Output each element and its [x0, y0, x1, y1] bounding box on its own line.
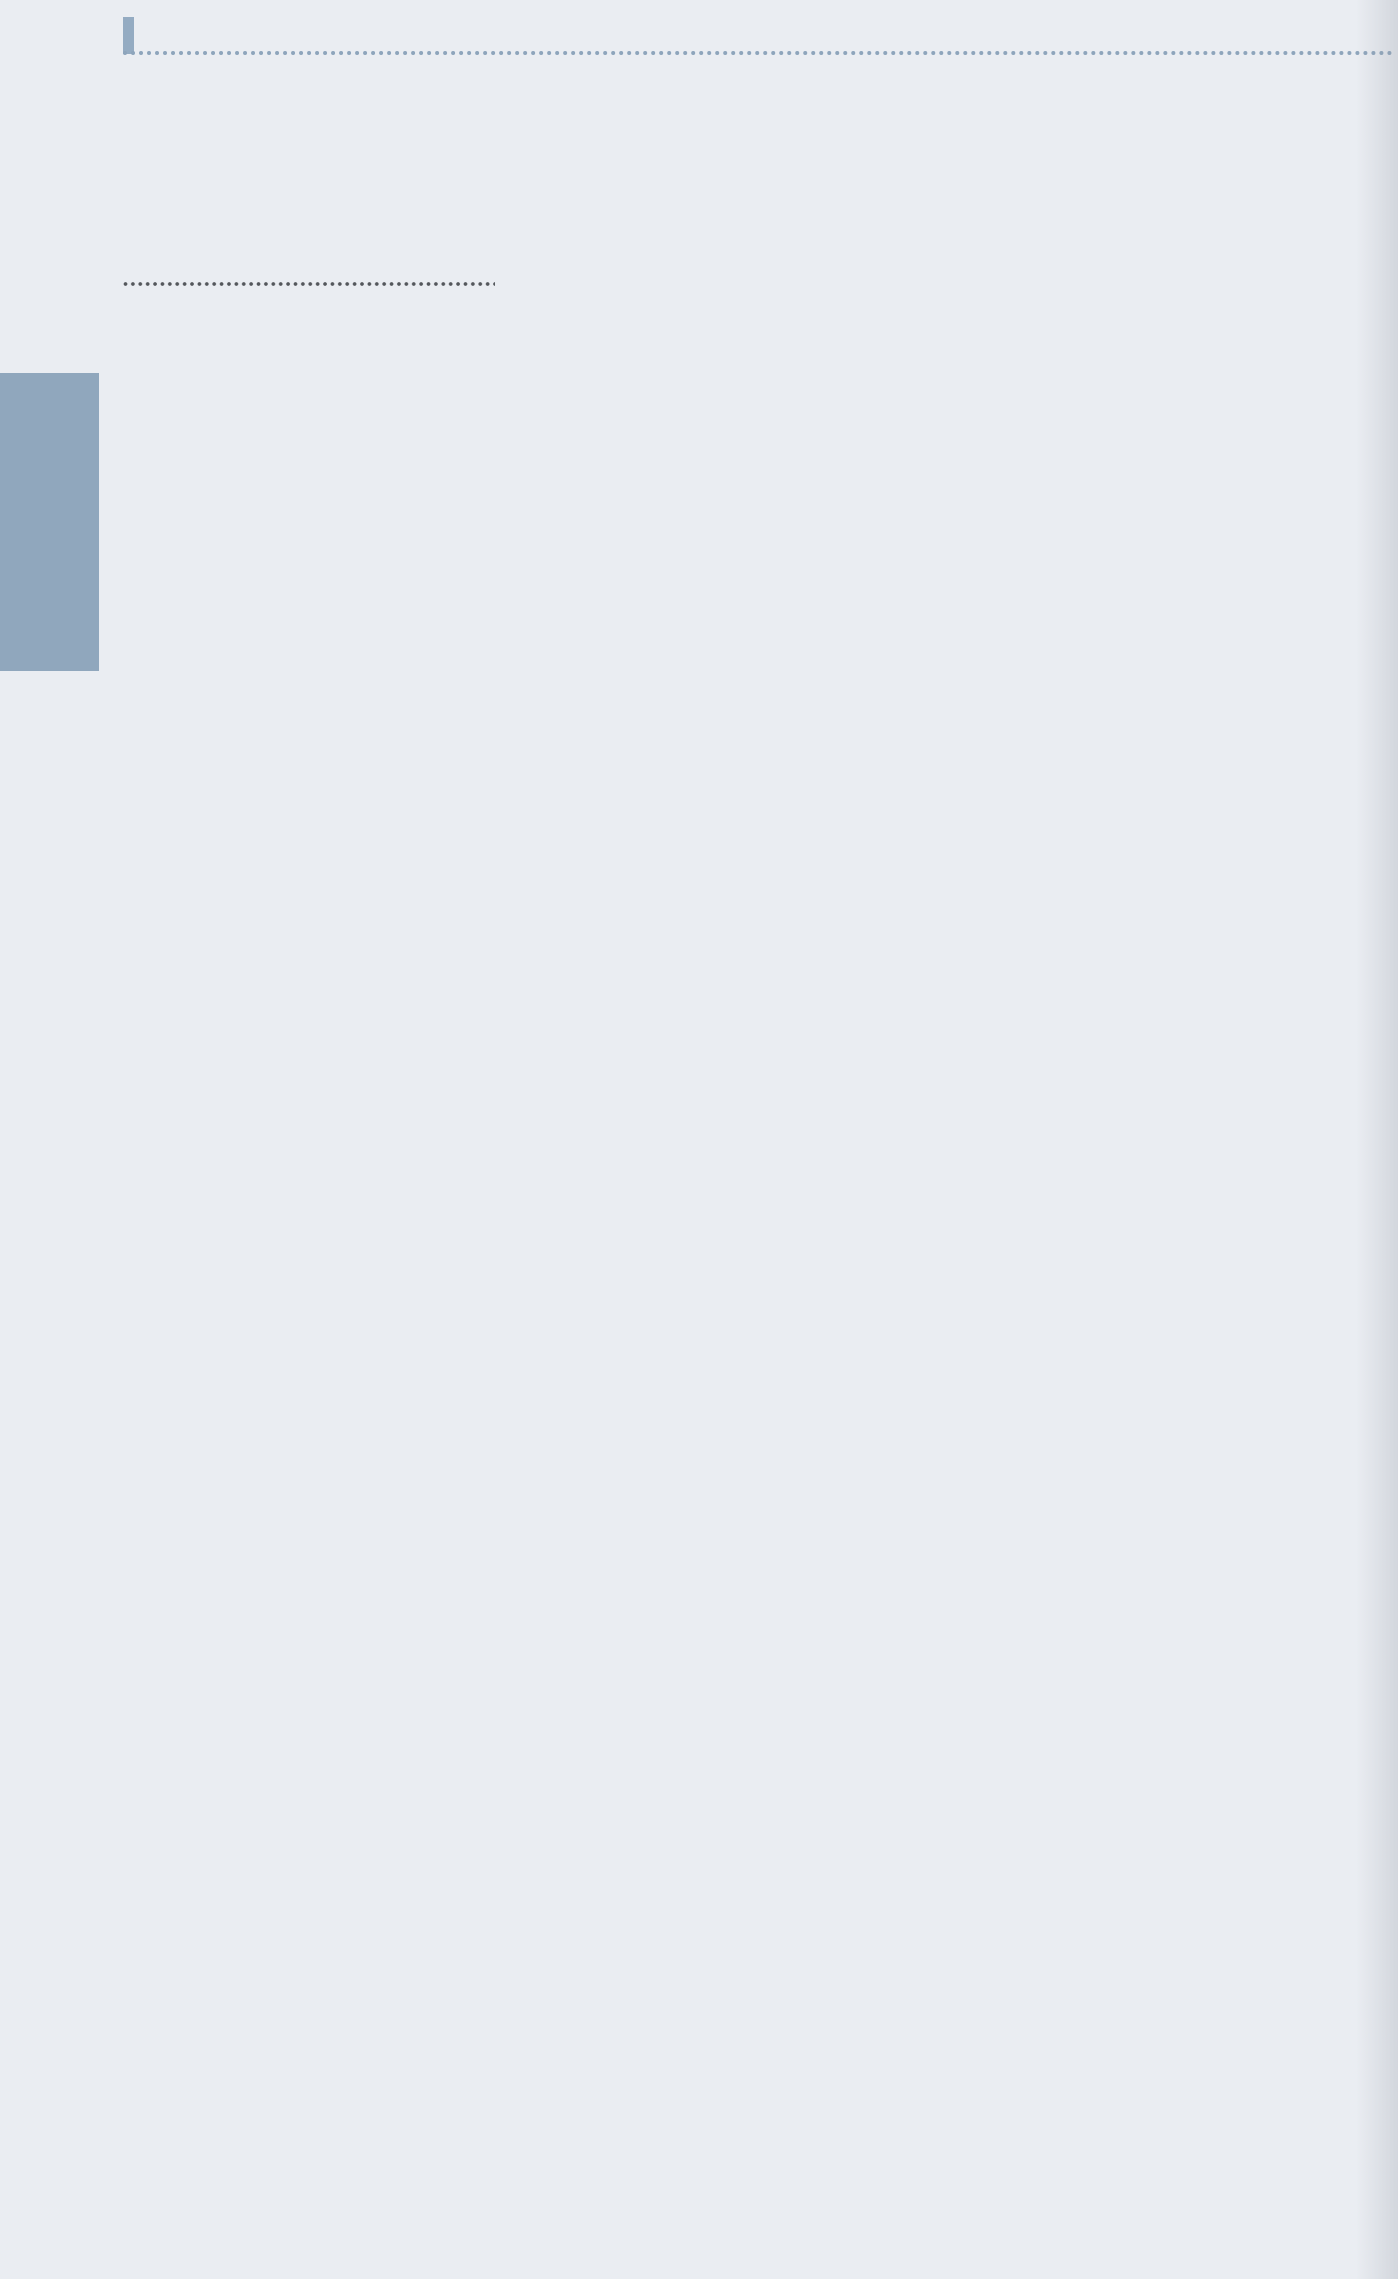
index-entry — [120, 257, 498, 293]
index-column-b — [552, 0, 942, 2279]
margin-thumb-tab — [0, 373, 99, 671]
index-column-a — [120, 0, 498, 2279]
dot-leader — [123, 281, 495, 287]
page-edge-shadow — [1356, 0, 1398, 2279]
index-column-b-continued — [984, 0, 1358, 2279]
